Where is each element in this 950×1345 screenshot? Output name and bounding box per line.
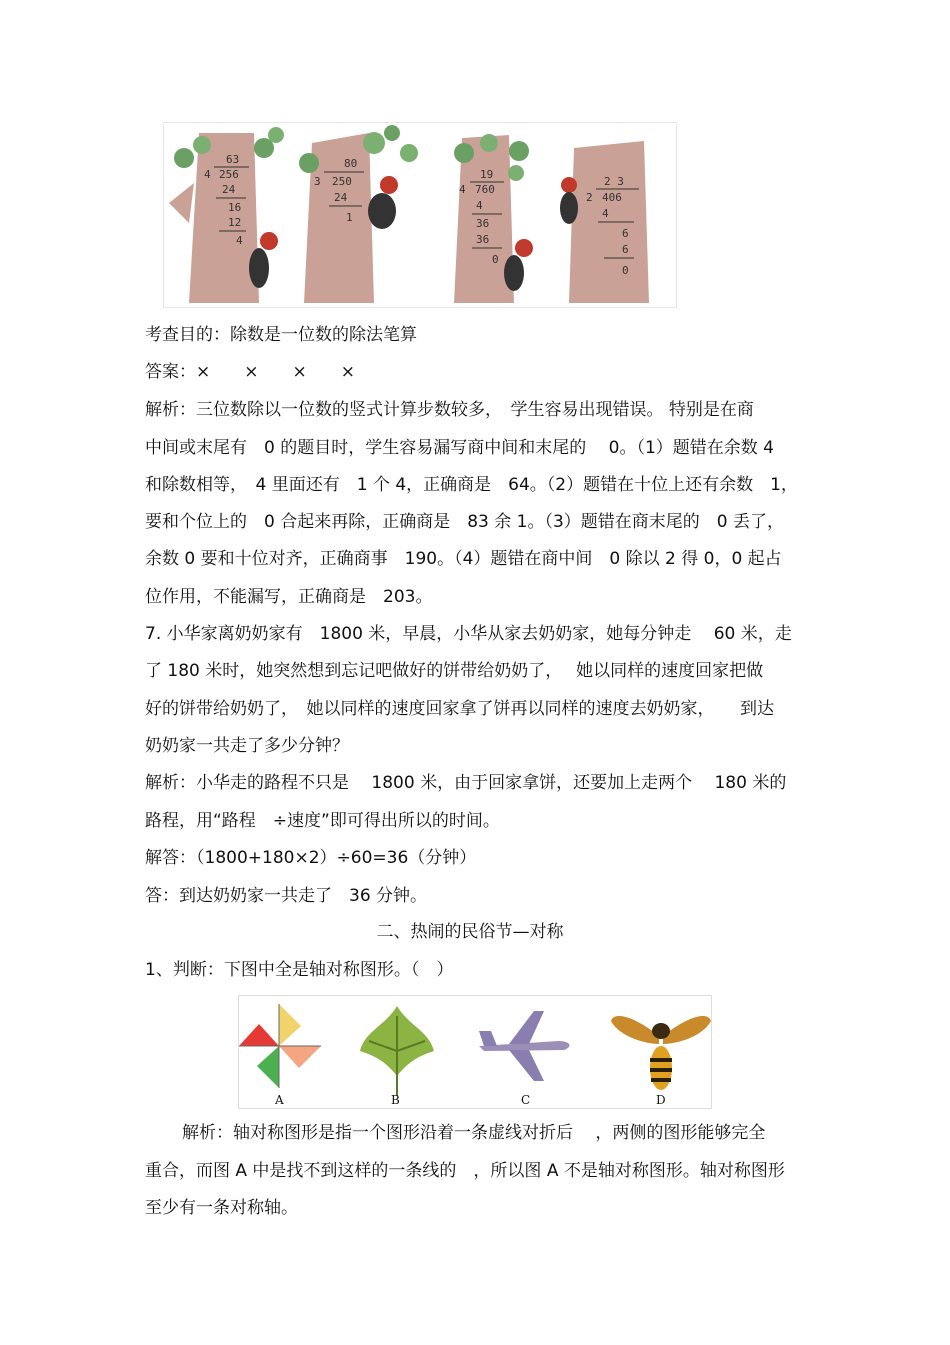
question-1: 1、判断：下图中全是轴对称图形。（ ） bbox=[145, 960, 454, 980]
tree-3-step: 4 bbox=[476, 199, 483, 212]
explanation-line: 解析：轴对称图形是指一个图形沿着一条虚线对折后 ，两侧的图形能够完全 bbox=[182, 1123, 766, 1143]
bee-icon bbox=[611, 1016, 711, 1090]
pinwheel-icon bbox=[239, 1004, 321, 1088]
text-line: 路程，用“路程 ÷速度”即可得出所以的时间。 bbox=[145, 811, 500, 831]
text-line-final-answer: 答：到达奶奶家一共走了 36 分钟。 bbox=[145, 886, 428, 906]
tree-1-divisor: 4 bbox=[204, 168, 211, 181]
text-line-purpose: 考查目的：除数是一位数的除法笔算 bbox=[145, 325, 417, 345]
tree-2-divisor: 3 bbox=[314, 175, 321, 188]
text-line: 解析：三位数除以一位数的竖式计算步数较多， 学生容易出现错误。 特别是在商 bbox=[145, 400, 754, 420]
text-line: 和除数相等， 4 里面还有 1 个 4，正确商是 64。（2）题错在十位上还有余数 1， bbox=[145, 475, 798, 495]
explanation-line: 重合，而图 A 中是找不到这样的一条线的 ，所以图 A 不是轴对称图形。轴对称图形 bbox=[145, 1161, 785, 1181]
section-title: 二、热闹的民俗节—对称 bbox=[376, 922, 564, 942]
caption-a: A bbox=[275, 1093, 284, 1107]
tree-3-step: 36 bbox=[476, 217, 490, 230]
tree-2-step: 1 bbox=[346, 211, 353, 224]
tree-3-quotient: 19 bbox=[480, 168, 494, 181]
tree-2-step: 24 bbox=[334, 191, 348, 204]
explanation-line: 至少有一条对称轴。 bbox=[145, 1198, 298, 1218]
leaf-icon bbox=[360, 1006, 434, 1096]
text-line: 好的饼带给奶奶了， 她以同样的速度回家拿了饼再以同样的速度去奶奶家， 到达 bbox=[145, 699, 774, 719]
tree-1-step: 24 bbox=[222, 183, 236, 196]
tree-3 bbox=[454, 134, 533, 303]
text-line: 中间或末尾有 0 的题目时，学生容易漏写商中间和末尾的 0。（1）题错在余数 4 bbox=[145, 438, 774, 458]
text-line-answer: 答案：× × × × bbox=[145, 362, 355, 382]
symmetry-figure bbox=[238, 995, 712, 1109]
tree-3-step: 0 bbox=[492, 253, 499, 266]
tree-4 bbox=[560, 141, 649, 303]
text-line: 了 180 米时，她突然想到忘记吧做好的饼带给奶奶了， 她以同样的速度回家把做 bbox=[145, 661, 764, 681]
division-trees-figure bbox=[163, 122, 677, 308]
tree-2-quotient: 80 bbox=[344, 157, 358, 170]
text-line: 余数 0 要和十位对齐，正确商事 190。（4）题错在商中间 0 除以 2 得 0，0 起占 bbox=[145, 549, 782, 569]
tree-1-step: 16 bbox=[228, 201, 242, 214]
tree-1-quotient: 63 bbox=[226, 153, 240, 166]
tree-4-step: 6 bbox=[622, 243, 629, 256]
tree-4-quotient: 2 3 bbox=[604, 175, 624, 188]
text-line: 要和个位上的 0 合起来再除，正确商是 83 余 1。（3）题错在商末尾的 0 丢了， bbox=[145, 512, 785, 532]
airplane-icon bbox=[479, 1011, 569, 1081]
tree-4-divisor: 2 bbox=[586, 191, 593, 204]
tree-3-divisor: 4 bbox=[459, 183, 466, 196]
tree-4-step: 0 bbox=[622, 264, 629, 277]
text-line: 奶奶家一共走了多少分钟？ bbox=[145, 736, 349, 756]
tree-1 bbox=[169, 127, 284, 303]
tree-4-step: 6 bbox=[622, 227, 629, 240]
caption-b: B bbox=[391, 1093, 400, 1107]
tree-4-dividend: 406 bbox=[602, 191, 622, 204]
tree-2-dividend: 250 bbox=[332, 175, 352, 188]
tree-2 bbox=[299, 125, 418, 303]
tree-1-step: 4 bbox=[236, 234, 243, 247]
caption-c: C bbox=[521, 1093, 531, 1107]
text-line-question-7: 7. 小华家离奶奶家有 1800 米，早晨，小华从家去奶奶家，她每分钟走 60 米，走 bbox=[145, 624, 792, 644]
tree-1-dividend: 256 bbox=[219, 168, 239, 181]
caption-d: D bbox=[656, 1093, 666, 1107]
tree-4-step: 4 bbox=[602, 207, 609, 220]
tree-3-step: 36 bbox=[476, 233, 490, 246]
text-line: 解析：小华走的路程不只是 1800 米，由于回家拿饼，还要加上走两个 180 米的 bbox=[145, 773, 787, 793]
tree-3-dividend: 760 bbox=[475, 183, 495, 196]
text-line-solution: 解答：（1800+180×2）÷60=36（分钟） bbox=[145, 848, 477, 868]
tree-1-step: 12 bbox=[228, 216, 242, 229]
text-line: 位作用，不能漏写，正确商是 203。 bbox=[145, 587, 433, 607]
